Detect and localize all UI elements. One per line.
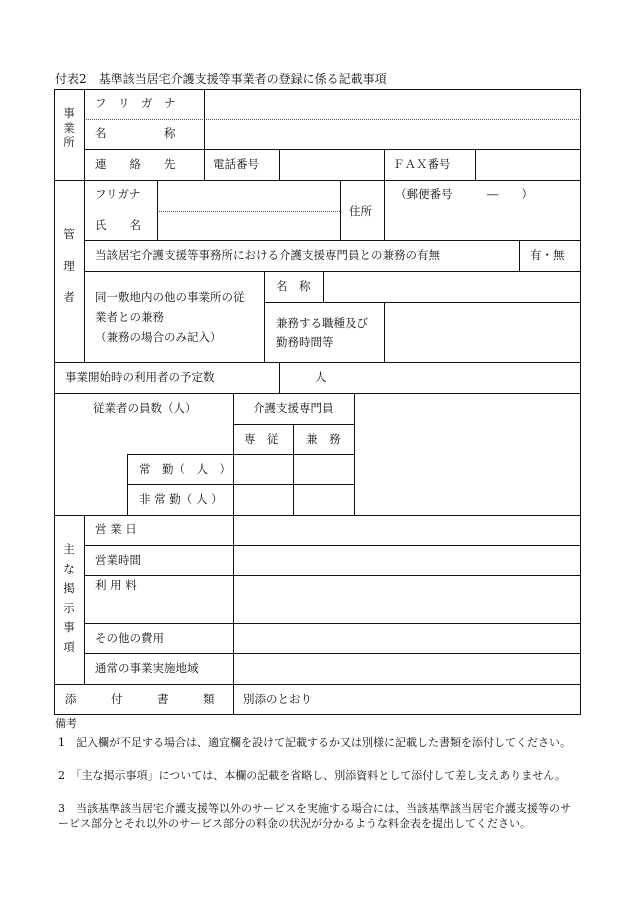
fulltime-label: 常 勤（ 人 ） — [139, 462, 231, 476]
office-furigana-label: フ リ ガ ナ — [95, 96, 176, 110]
manager-name-label: 氏 名 — [95, 218, 141, 232]
office-section-label: 事 業 所 — [63, 106, 75, 149]
remark-item-2: 2 「主な掲示事項」については、本欄の記載を省略し、別添資料として添付して差し支えありません。 — [58, 769, 566, 782]
office-name-field[interactable] — [205, 122, 580, 148]
care-manager-header: 介護支援専門員 — [253, 401, 334, 415]
parttime-label: 非 常 勤（ 人 ） — [139, 492, 223, 506]
other-costs-label: その他の費用 — [95, 631, 164, 645]
other-office-name-label: 名 称 — [276, 279, 311, 293]
dedicated-header: 専 従 — [244, 432, 279, 446]
other-office-name-field[interactable] — [324, 274, 579, 300]
business-hours-field[interactable] — [234, 547, 579, 573]
attachments-label: 添 付 書 類 — [65, 692, 215, 706]
staff-count-label: 従業者の員数（人） — [93, 401, 197, 415]
manager-postal-label: （郵便番号 ― ） — [395, 187, 533, 201]
manager-address-field[interactable] — [385, 205, 579, 238]
office-contact-label: 連 絡 先 — [95, 157, 176, 171]
manager-furigana-field[interactable] — [158, 183, 339, 209]
office-furigana-field[interactable] — [205, 92, 580, 118]
form-title: 付表2 基準該当居宅介護支援等事業者の登録に係る記載事項 — [55, 72, 387, 86]
dual-role-question: 当該居宅介護支援等事務所における介護支援専門員との兼務の有無 — [95, 248, 440, 262]
dual-header: 兼 務 — [306, 432, 341, 446]
remark-item-3: 3 当該基準該当居宅介護支援等以外のサービスを実施する場合には、当該基準該当居宅介護支援等のサービス部分とそれ以外のサービス部分の料金の状況が分かるような料金表を提出してください。 — [58, 802, 571, 830]
phone-label: 電話番号 — [213, 157, 259, 171]
other-costs-field[interactable] — [234, 625, 579, 651]
dual-role-answer[interactable]: 有・無 — [530, 248, 565, 262]
other-role-label-1: 兼務する職種及び — [276, 316, 368, 330]
business-days-field[interactable] — [234, 517, 579, 543]
manager-furigana-label: フリガナ — [95, 187, 141, 201]
planned-users-label: 事業開始時の利用者の予定数 — [65, 370, 215, 384]
other-role-label-2: 勤務時間等 — [276, 335, 334, 349]
service-area-label: 通常の事業実施地域 — [95, 661, 199, 675]
fees-label: 利 用 料 — [95, 578, 137, 592]
attachments-value: 別添のとおり — [243, 692, 312, 706]
phone-field[interactable] — [280, 152, 383, 178]
remarks-heading: 備考 — [55, 717, 77, 730]
parttime-dual-field[interactable] — [294, 486, 353, 513]
parttime-dedicated-field[interactable] — [234, 486, 292, 513]
business-days-label: 営 業 日 — [95, 522, 137, 536]
fees-field[interactable] — [234, 577, 579, 621]
service-area-field[interactable] — [234, 655, 579, 682]
office-name-label: 名 称 — [95, 126, 176, 140]
other-office-label-1: 同一敷地内の他の事業所の従 — [95, 290, 245, 304]
manager-address-label: 住所 — [349, 204, 372, 218]
other-role-field[interactable] — [385, 305, 579, 360]
other-office-label-3: （兼務の場合のみ記入） — [95, 330, 222, 344]
manager-section-label: 管 理 者 — [63, 227, 75, 304]
fulltime-dual-field[interactable] — [294, 456, 353, 482]
other-office-label-2: 業者との兼務 — [95, 310, 164, 324]
fax-field[interactable] — [476, 152, 579, 178]
notices-section-label: 主 な 掲 示 事 項 — [63, 542, 75, 654]
fulltime-dedicated-field[interactable] — [234, 456, 292, 482]
planned-users-unit: 人 — [315, 370, 327, 384]
manager-name-field[interactable] — [158, 214, 339, 238]
remark-item-1: 1 記入欄が不足する場合は、適宜欄を設けて記載するか又は別様に記載した書類を添付してください。 — [58, 736, 571, 749]
fax-label: ＦＡＸ番号 — [393, 157, 451, 171]
business-hours-label: 営業時間 — [95, 553, 141, 567]
